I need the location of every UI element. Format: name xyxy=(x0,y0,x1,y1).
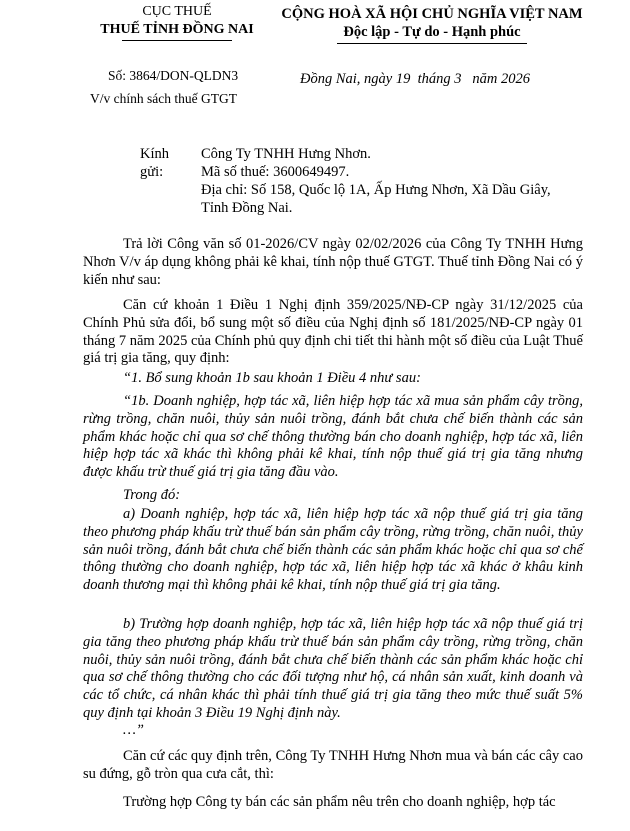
recipient-label: Kính gửi: xyxy=(140,146,169,180)
national-header-block xyxy=(240,6,624,44)
quote-point-a: a) Doanh nghiệp, hợp tác xã, liên hiệp hợp tác xã nộp thuế giá trị gia tăng theo phương pháp khấu trừ thuế bán sản phẩm cây trồng, rừng trồng, chăn nuôi, thủy sản nuôi trồng, đánh bắt chưa chế biến thành các sản phẩm khác hoặc chỉ qua sơ chế thông thường cho doanh nghiệp, hợp tác xã, liên hiệp hợp tác xã khác ở khâu kinh doanh thương mại thì không phải kê khai, tính nộp thuế giá trị gia tăng. xyxy=(83,506,583,594)
recipient-address-cont: Tỉnh Đồng Nai. xyxy=(201,200,293,216)
national-motto: Độc lập - Tự do - Hạnh phúc xyxy=(343,24,521,40)
document-number: Số: 3864/DON-QLDN3 xyxy=(108,68,239,83)
agency-name: THUẾ TỈNH ĐỒNG NAI xyxy=(100,22,254,37)
quote-heading: “1. Bổ sung khoản 1b sau khoản 1 Điều 4 như sau: xyxy=(123,370,421,386)
quote-point-b: b) Trường hợp doanh nghiệp, hợp tác xã, liên hiệp hợp tác xã nộp thuế giá trị gia tăng theo phương pháp khấu trừ thuế bán sản phẩm cây trồng, rừng trồng, chăn nuôi, thủy sản nuôi trồng, đánh bắt chưa chế biến thành các sản phẩm khác hoặc chỉ qua sơ chế thông thường cho các đối tượng như hộ, cá nhân sản xuất, kinh doanh và các tổ chức, cá nhân khác thì phải tính thuế giá trị gia tăng theo mức thuế suất 5% quy định tại khoản 3 Điều 19 Nghị định này. xyxy=(83,616,583,721)
recipient-tax-code: Mã số thuế: 3600649497. xyxy=(201,164,350,180)
nation-title: CỘNG HOÀ XÃ HỘI CHỦ NGHĨA VIỆT NAM xyxy=(281,6,583,22)
place-and-date: Đồng Nai, ngày 19 tháng 3 năm 2026 xyxy=(300,71,530,87)
agency-parent: CỤC THUẾ xyxy=(142,4,212,19)
paragraph-case: Trường hợp Công ty bán các sản phẩm nêu trên cho doanh nghiệp, hợp tác xyxy=(123,794,556,810)
paragraph-conclusion: Căn cứ các quy định trên, Công Ty TNHH Hưng Nhơn mua và bán các cây cao su đứng, gỗ tròn qua cưa cắt, thì: xyxy=(83,748,583,782)
paragraph-legal-basis: Căn cứ khoản 1 Điều 1 Nghị định 359/2025/NĐ-CP ngày 31/12/2025 của Chính Phủ sửa đổi, bổ sung một số điều của Nghị định số 181/2025/NĐ-CP ngày 01 tháng 7 năm 2025 của Chính phủ quy định chi tiết thi hành một số điều của Luật Thuế giá trị gia tăng, quy định: xyxy=(83,297,583,367)
agency-underline xyxy=(122,40,232,41)
recipient-name: Công Ty TNHH Hưng Nhơn. xyxy=(201,146,371,162)
document-subject: V/v chính sách thuế GTGT xyxy=(90,91,237,106)
quote-in-which: Trong đó: xyxy=(123,487,181,503)
quote-clause-1b: “1b. Doanh nghiệp, hợp tác xã, liên hiệp hợp tác xã mua sản phẩm cây trồng, rừng trồng, chăn nuôi, thủy sản nuôi trồng, đánh bắt chưa chế biến thành các sản phẩm khác hoặc chỉ qua sơ chế thông thường bán cho doanh nghiệp, hợp tác xã, liên hiệp hợp tác xã khác thì không phải kê khai, tính nộp thuế giá trị gia tăng nhưng được khấu trừ thuế giá trị gia tăng đầu vào. xyxy=(83,393,583,481)
paragraph-reply: Trả lời Công văn số 01-2026/CV ngày 02/02/2026 của Công Ty TNHH Hưng Nhơn V/v áp dụng không phải kê khai, tính nộp thuế GTGT. Thuế tỉnh Đồng Nai có ý kiến như sau: xyxy=(83,236,583,288)
quote-ellipsis: …” xyxy=(123,722,144,738)
recipient-address: Địa chỉ: Số 158, Quốc lộ 1A, Ấp Hưng Nhơn, Xã Dầu Giây, xyxy=(201,182,551,198)
motto-underline xyxy=(337,43,527,44)
